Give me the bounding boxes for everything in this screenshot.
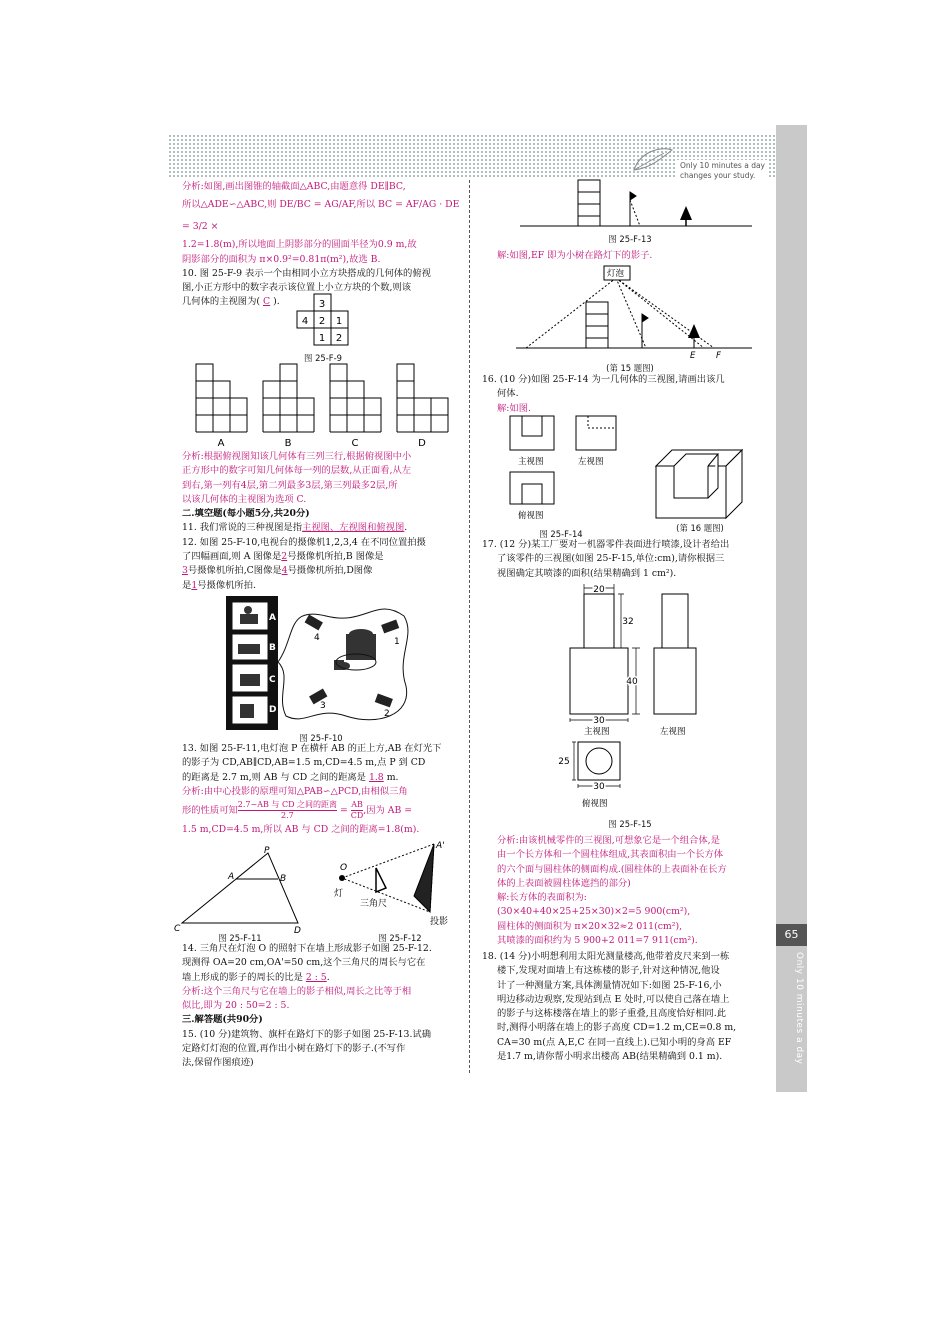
q18-line-3: 计了一种测量方案,具体测量情况如下:如图 25-F-16,小 (497, 979, 722, 991)
q12-answer-b: 3 (182, 565, 188, 577)
q11-end: . (404, 522, 408, 534)
q16-line-2: 何体. (497, 388, 519, 400)
top-view-label: 俯视图 (518, 511, 544, 521)
q12-text-b: 号摄像机所拍,B 图像是 (287, 551, 384, 563)
q13-analysis-3: 1.5 m,CD=4.5 m,所以 AB 与 CD 之间的距离=1.8(m). (182, 824, 420, 836)
q18-line-1: 18. (14 分)小明想利用太阳光测量楼高,他带着皮尺来到一栋 (482, 951, 730, 962)
q14-line-3 (182, 971, 464, 985)
option-d-label: D (418, 438, 426, 449)
q15-line-3: 法,保留作图痕迹) (182, 1057, 254, 1069)
figure-25-f-14 (506, 412, 626, 524)
left-column-2 (182, 450, 464, 593)
q9-analysis-1: 分析:如图,画出图锥的轴截面△ABC,由题意得 DE∥BC, (182, 181, 406, 192)
fig12-caption: 图 25-F-12 (378, 933, 422, 943)
q11-answer: 主视图、左视图和俯视图 (302, 522, 405, 534)
figure-q16-solid (652, 446, 748, 522)
q14-analysis-2: 似比,即为 20 : 50=2 : 5. (182, 1000, 290, 1012)
q9-analysis-3: 1.2=1.8(m),所以地面上阴影部分的圆面半径为0.9 m,故 (182, 239, 417, 251)
q18-line-7: CA=30 m(点 A,E,C 在同一直线上).已知小明的身高 EF (497, 1036, 732, 1048)
dim-40: 40 (626, 677, 638, 687)
q17-solution-2: (30×40+40×25+25×30)×2=5 900(cm²), (497, 906, 691, 918)
grid-cell-2: 4 (301, 316, 309, 327)
figure-25-f-13 (520, 178, 752, 230)
figure-25-f-10 (226, 596, 416, 730)
q13-frac1-den: 2.7 (281, 811, 294, 821)
sidebar-slogan: Only 10 minutes a day (794, 952, 804, 1065)
point-f-label: F (716, 351, 721, 360)
fig16-caption: (第 16 题图) (676, 523, 724, 533)
screen-a-label: A (269, 613, 276, 623)
screen-c-label: C (269, 675, 276, 685)
q17-analysis-4: 体的上表面被圆柱体遮挡的部分) (497, 877, 631, 889)
lamp-bulb-label: 灯泡 (607, 269, 625, 279)
q11-line (182, 521, 464, 535)
q13-analysis-2: 形的性质可知 2.7−AB 与 CD 之间的距离 2.7 = $\frac{AB}{CD}$ ,因为 AB = (182, 800, 413, 821)
q12-line-4 (182, 579, 464, 593)
triangle-ruler-label: 三角尺 (360, 899, 388, 909)
header-line-1: Only 10 minutes a day (679, 161, 765, 170)
q13-frac2-num: AB (351, 800, 363, 810)
point-c-label: C (174, 924, 181, 934)
q12-text-e: 是 (182, 579, 192, 591)
q18-line-4: 明边移动边观察,发现站到点 E 处时,可以使自己落在墙上 (497, 993, 730, 1005)
q13-analysis-2b: ,因为 AB = (363, 805, 413, 817)
grid-cell-4: 1 (335, 316, 343, 327)
q12-line-2 (182, 550, 464, 564)
q10-analysis-4: 以该几何体的主视图为选项 C. (182, 493, 307, 505)
q12-line-3 (182, 564, 464, 578)
left-column-4 (182, 942, 464, 1071)
q15-solution (497, 249, 767, 263)
dim-30-top: 30 (593, 782, 605, 792)
q17-line-2: 了该零件的三视图(如图 25-F-15,单位:cm),请你根据三 (497, 553, 725, 565)
option-b-label: B (284, 438, 292, 449)
q12-text-a: 了四幅画面,则 A 图像是 (182, 551, 282, 563)
screen-d-label: D (269, 705, 277, 715)
q10-answer: C (262, 296, 271, 308)
q16-line-1: 16. (10 分)如图 25-F-14 为一几何体的三视图,请画出该几 (482, 374, 725, 385)
q13-line-2: 的影子为 CD,AB∥CD,AB=1.5 m,CD=4.5 m,点 P 到 CD (182, 757, 426, 769)
q13-stem: 的距离是 2.7 m,则 AB 与 CD 之间的距离是 (182, 771, 366, 783)
q14-analysis-1: 分析:这个三角尺与它在墙上的影子相似,周长之比等于相 (182, 985, 412, 997)
q13-frac2-den: CD (350, 811, 364, 821)
q13-fraction-1 (238, 800, 337, 821)
q13-analysis-2a: 形的性质可知 (182, 805, 238, 817)
q17-line-3: 视图确定其喷漆的面积(结果精确到 1 cm²). (497, 567, 677, 579)
grid-cell-1: 3 (318, 299, 326, 310)
front-view-label: 主视图 (518, 457, 544, 467)
q10-analysis-2: 正方形中的数字可知几何体每一列的层数,从正面看,从左 (182, 465, 412, 477)
q12-answer-c: 4 (281, 565, 288, 577)
q17-analysis-1: 分析:由该机械零件的三视图,可想象它是一个组合体,是 (497, 835, 720, 846)
q12-text-f: 号摄像机所拍. (197, 579, 256, 591)
fig11-caption: 图 25-F-11 (218, 933, 262, 943)
fig15-top-label: 俯视图 (582, 799, 608, 809)
q16-block (482, 373, 767, 416)
projection-label: 投影 (430, 917, 449, 927)
option-c-label: C (351, 438, 359, 449)
grid-cell-6: 2 (335, 333, 343, 344)
left-column-3 (182, 742, 464, 837)
q10-stem: 几何体的主视图为( (182, 296, 261, 308)
camera-4-label: 4 (314, 633, 320, 643)
point-d-label: D (294, 926, 301, 935)
options-figures (195, 362, 457, 450)
column-divider (469, 180, 470, 1073)
figure-25-f-15 (554, 582, 704, 812)
q18-line-2: 楼下,发现对面墙上有这栋楼的影子,针对这种情况,他设 (497, 965, 720, 977)
q14-line-1: 14. 三角尺在灯泡 O 的照射下在墙上形成影子如图 25-F-12. (182, 943, 432, 954)
page-number: 65 (776, 924, 807, 946)
dim-25: 25 (558, 757, 570, 767)
q18-block (482, 950, 767, 1064)
q10-analysis-3: 到右,第一列有4层,第二列最多3层,第三列最多2层,所 (182, 479, 398, 491)
q18-line-6: 时,测得小明落在墙上的影子高度 CD=1.2 m,CE=0.8 m, (497, 1022, 737, 1034)
q15-solution-text: 解:如图,EF 即为小树在路灯下的影子. (497, 250, 653, 261)
q17-solution-1: 解:长方体的表面积为: (497, 892, 587, 904)
point-a-prime-label: A' (436, 841, 445, 851)
q17-line-1: 17. (12 分)某工厂要对一机器零件表面进行喷漆,设计者给出 (482, 539, 730, 550)
leaf-icon (630, 144, 676, 174)
q12-text-c: 号摄像机所拍,C图像是 (187, 565, 282, 577)
q9-analysis-2: 所以△ADE∽△ABC,则 DE/BC = AG/AF,所以 BC = AF/AG · DE = 3/2 × (182, 199, 460, 233)
fig15-solution-caption: (第 15 题图) (606, 363, 654, 373)
fig15-left-label: 左视图 (660, 727, 686, 737)
q16-solution: 解:如图. (497, 402, 531, 414)
q14-answer: 2 : 5 (305, 971, 327, 983)
q14-stem: 墙上形成的影子的周长的比是 (182, 971, 303, 983)
q10-line-2: 图,小正方形中的数字表示该位置上小立方块的个数,则该 (182, 282, 412, 294)
section-2-title: 二.填空题(每小题5分,共20分) (182, 508, 310, 520)
option-a-label: A (217, 438, 225, 449)
q13-line-1: 13. 如图 25-F-11,电灯泡 P 在横杆 AB 的正上方,AB 在灯光下 (182, 743, 442, 754)
point-o-label: O (340, 863, 348, 873)
camera-1-label: 1 (394, 637, 400, 647)
q10-line-1: 10. 图 25-F-9 表示一个由相同小立方块搭成的几何体的俯视 (182, 267, 431, 279)
q15-line-2: 定路灯灯泡的位置,再作出小树在路灯下的影子.(不写作 (182, 1043, 406, 1055)
q12-text-d: 号摄像机所拍,D图像 (287, 565, 373, 577)
grid-cell-5: 1 (318, 333, 326, 344)
q11-stem: 11. 我们常说的三种视图是指 (182, 522, 303, 534)
q14-line-2: 现测得 OA=20 cm,OA'=50 cm,这个三角尺的周长与它在 (182, 957, 426, 969)
camera-2-label: 2 (384, 709, 390, 719)
header-line-2: changes your study. (679, 171, 756, 180)
q13-line-3 (182, 771, 464, 785)
fig15-front-label: 主视图 (584, 727, 610, 737)
q13-analysis-1: 分析:由中心投影的原理可知△PAB∽△PCD,由相似三角 (182, 785, 408, 797)
q10-analysis-1: 分析:根据俯视图知该几何体有三列三行,根据俯视图中小 (182, 451, 412, 462)
q13-unit: m. (386, 771, 399, 783)
q13-frac1-num: 2.7−AB 与 CD 之间的距离 (237, 800, 338, 810)
figure-25-f-9 (296, 293, 350, 347)
fig9-caption: 图 25-F-9 (304, 353, 342, 363)
fig15-caption: 图 25-F-15 (608, 819, 652, 829)
left-view-label: 左视图 (578, 457, 604, 467)
q17-solution-3: 圆柱体的侧面积为 π×20×32≈2 011(cm²), (497, 920, 683, 932)
q9-analysis-4: 阴影部分的面积为 π×0.9²=0.81π(m²),故选 B. (182, 253, 381, 265)
lamp-label: 灯 (334, 889, 344, 899)
q17-solution-block (497, 834, 767, 948)
figure-25-f-12 (330, 840, 460, 930)
q10-stem-end: ). (273, 296, 280, 308)
q17-block (482, 538, 767, 581)
grid-cell-3: 2 (318, 316, 326, 327)
q12-answer-d: 1 (191, 579, 198, 591)
q18-line-5: 的影子与这栋楼落在墙上的影子重叠,且高度恰好相同.此 (497, 1008, 727, 1020)
dim-20: 20 (593, 585, 605, 595)
q14-end: . (326, 971, 330, 983)
q12-line-1: 12. 如图 25-F-10,电视台的摄像机1,2,3,4 在不同位置拍摄 (182, 536, 426, 548)
left-column (182, 180, 464, 310)
fig13-caption: 图 25-F-13 (608, 234, 652, 244)
q17-analysis-3: 的六个面与圆柱体的侧面构成.(圆柱体的上表面补在长方 (497, 863, 727, 875)
q13-fraction-2 (351, 800, 364, 821)
section-3-title: 三.解答题(共90分) (182, 1014, 263, 1026)
point-p-label: P (264, 846, 270, 856)
dim-30-front: 30 (593, 716, 605, 726)
q12-answer-a: 2 (281, 551, 288, 563)
figure-25-f-11 (172, 845, 312, 935)
header-band (168, 134, 776, 178)
fig10-caption: 图 25-F-10 (299, 733, 343, 743)
figure-q15-solution (516, 264, 752, 360)
q15-line-1: 15. (10 分)建筑物、旗杆在路灯下的影子如图 25-F-13.试确 (182, 1028, 432, 1040)
fig14-caption: 图 25-F-14 (539, 529, 583, 539)
screen-b-label: B (269, 643, 276, 653)
point-b-label: B (280, 874, 287, 884)
q17-analysis-2: 由一个长方体和一个圆柱体组成,其表面积由一个长方体 (497, 849, 724, 861)
dim-32: 32 (622, 617, 634, 627)
q17-solution-4: 其喷漆的面积约为 5 900+2 011=7 911(cm²). (497, 935, 698, 947)
point-e-label: E (690, 351, 696, 360)
camera-3-label: 3 (320, 701, 326, 711)
q18-line-8: 是1.7 m,请你帮小明求出楼高 AB(结果精确到 0.1 m). (497, 1051, 723, 1063)
q13-answer: 1.8 (368, 771, 384, 783)
page-sidebar (776, 125, 807, 1092)
point-a-label: A (228, 872, 235, 882)
